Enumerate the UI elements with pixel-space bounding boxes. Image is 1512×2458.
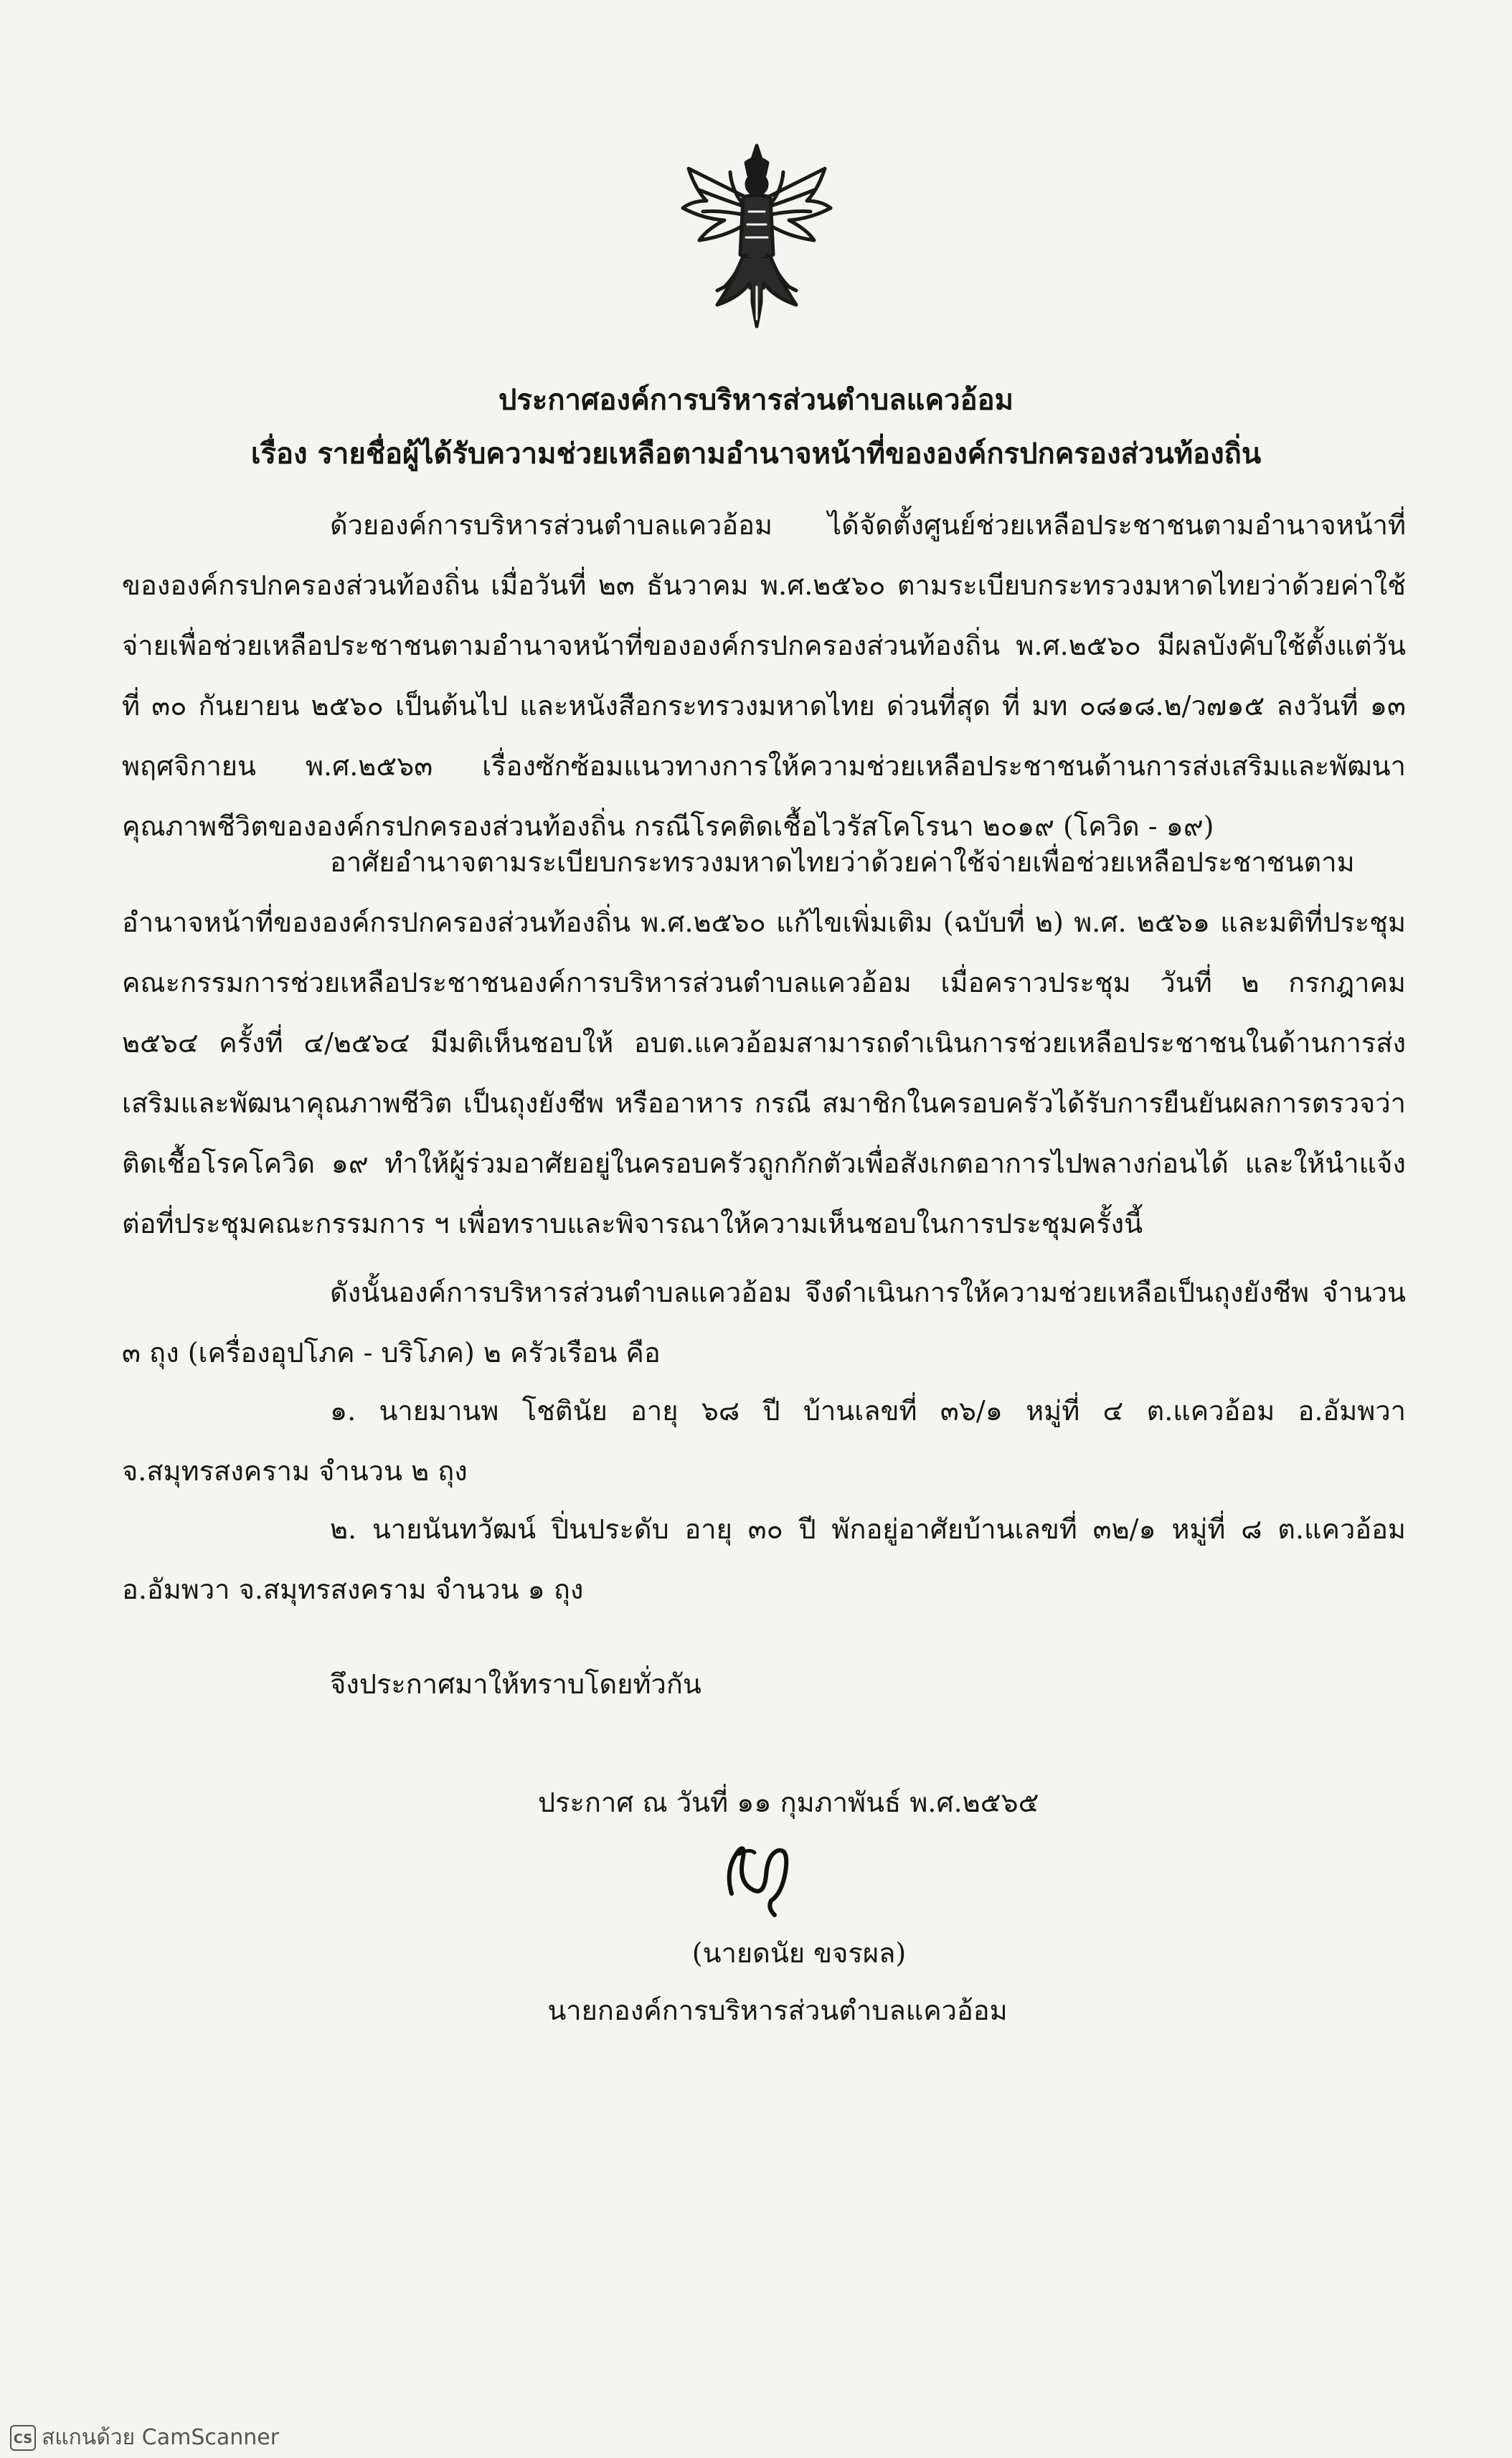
- body-paragraph-3: ดังนั้นองค์การบริหารส่วนตำบลแควอ้อม จึงดำเนินการให้ความช่วยเหลือเป็นถุงยังชีพ จำนวน ๓ ถุง (เครื่องอุปโภค - บริโภค) ๒ ครัวเรือน คือ: [122, 1277, 1406, 1369]
- scanner-watermark: [10, 2421, 279, 2454]
- closing-statement: จึงประกาศมาให้ทราบโดยทั่วกัน: [330, 1668, 701, 1700]
- signer-title: นายกองค์การบริหารส่วนตำบลแควอ้อม: [547, 1995, 1008, 2026]
- announcement-subject: เรื่อง รายชื่อผู้ได้รับความช่วยเหลือตามอำนาจหน้าที่ขององค์กรปกครองส่วนท้องถิ่น: [250, 437, 1262, 471]
- watermark-text: สแกนด้วย CamScanner: [42, 2425, 280, 2450]
- camscanner-icon: CS: [10, 2425, 36, 2451]
- recipient-item-2: ๒. นายนันทวัฒน์ ปิ่นประดับ อายุ ๓๐ ปี พักอยู่อาศัยบ้านเลขที่ ๓๒/๑ หมู่ที่ ๘ ต.แควอ้อม อ.อัมพวา จ.สมุทรสงคราม จำนวน ๑ ถุง: [122, 1513, 1406, 1605]
- signature-mark: [710, 1833, 811, 1919]
- announcement-title: ประกาศองค์การบริหารส่วนตำบลแควอ้อม: [498, 383, 1014, 417]
- recipient-item-1: ๑. นายมานพ โชตินัย อายุ ๖๘ ปี บ้านเลขที่ ๓๖/๑ หมู่ที่ ๔ ต.แควอ้อม อ.อัมพวา จ.สมุทรสงคราม จำนวน ๒ ถุง: [122, 1395, 1406, 1487]
- body-paragraph-2: อาศัยอำนาจตามระเบียบกระทรวงมหาดไทยว่าด้วยค่าใช้จ่ายเพื่อช่วยเหลือประชาชนตามอำนาจหน้าที่ขององค์กรปกครองส่วนท้องถิ่น พ.ศ.๒๕๖๐ แก้ไขเพิ่มเติม (ฉบับที่ ๒) พ.ศ. ๒๕๖๑ และมติที่ประชุมคณะกรรมการช่วยเหลือประชาชนองค์การบริหารส่วนตำบลแควอ้อม เมื่อคราวประชุม วันที่ ๒ กรกฎาคม ๒๕๖๔ ครั้งที่ ๔/๒๕๖๔ มีมติเห็นชอบให้ อบต.แควอ้อมสามารถดำเนินการช่วยเหลือประชาชนในด้านการส่งเสริมและพัฒนาคุณภาพชีวิต เป็นถุงยังชีพ หรืออาหาร กรณี สมาชิกในครอบครัวได้รับการยืนยันผลการตรวจว่าติดเชื้อโรคโควิด ๑๙ ทำให้ผู้ร่วมอาศัยอยู่ในครอบครัวถูกกักตัวเพื่อสังเกตอาการไปพลางก่อนได้ และให้นำแจ้งต่อที่ประชุมคณะกรรมการ ฯ เพื่อทราบและพิจารณาให้ความเห็นชอบในการประชุมครั้งนี้: [122, 846, 1406, 1239]
- signer-name: (นายดนัย ขจรผล): [691, 1937, 907, 1969]
- garuda-emblem-icon: [674, 140, 839, 334]
- announcement-date: ประกาศ ณ วันที่ ๑๑ กุมภาพันธ์ พ.ศ.๒๕๖๕: [538, 1787, 1039, 1818]
- body-paragraph-1: ด้วยองค์การบริหารส่วนตำบลแควอ้อม ได้จัดตั้งศูนย์ช่วยเหลือประชาชนตามอำนาจหน้าที่ขององค์กรปกครองส่วนท้องถิ่น เมื่อวันที่ ๒๓ ธันวาคม พ.ศ.๒๕๖๐ ตามระเบียบกระทรวงมหาดไทยว่าด้วยค่าใช้จ่ายเพื่อช่วยเหลือประชาชนตามอำนาจหน้าที่ขององค์กรปกครองส่วนท้องถิ่น พ.ศ.๒๕๖๐ มีผลบังคับใช้ตั้งแต่วันที่ ๓๐ กันยายน ๒๕๖๐ เป็นต้นไป และหนังสือกระทรวงมหาดไทย ด่วนที่สุด ที่ มท ๐๘๑๘.๒/ว๗๑๕ ลงวันที่ ๑๓ พฤศจิกายน พ.ศ.๒๕๖๓ เรื่องซักซ้อมแนวทางการให้ความช่วยเหลือประชาชนด้านการส่งเสริมและพัฒนาคุณภาพชีวิตขององค์กรปกครองส่วนท้องถิ่น กรณีโรคติดเชื้อไวรัสโคโรนา ๒๐๑๙ (โควิด - ๑๙): [122, 509, 1406, 842]
